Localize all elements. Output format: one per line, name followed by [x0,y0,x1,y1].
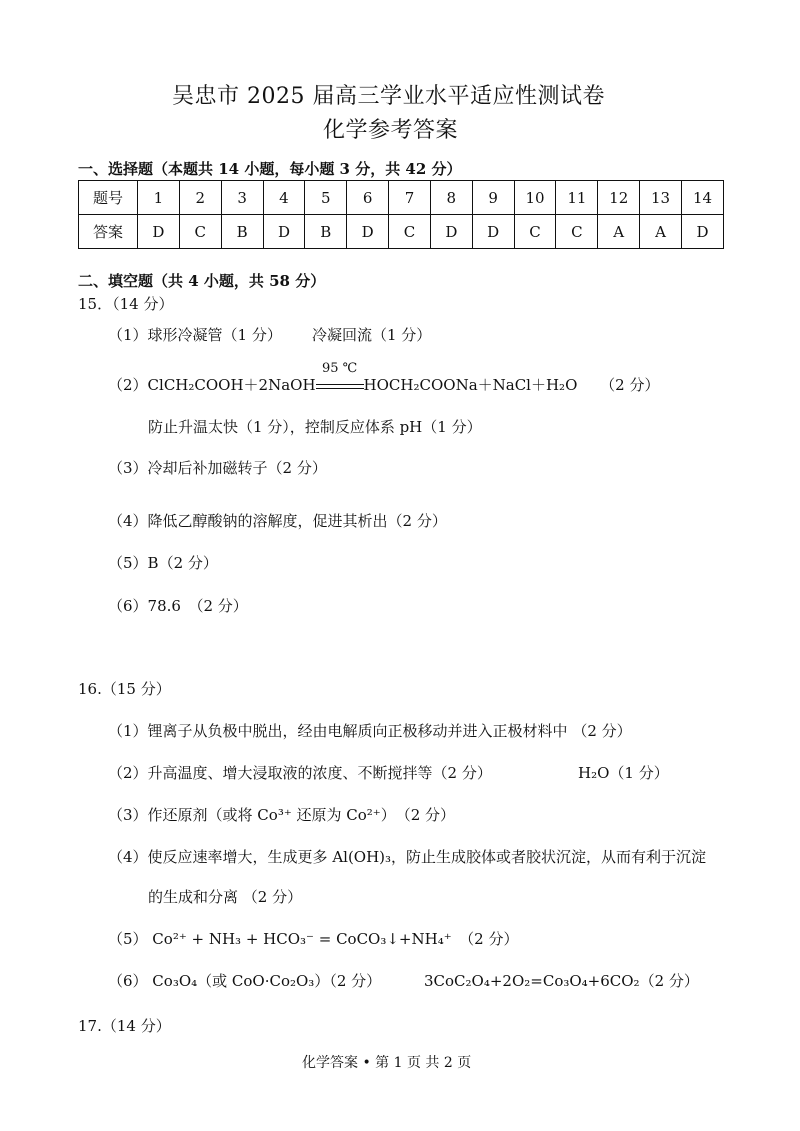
q15-equation-rhs: HOCH₂COONa＋NaCl＋H₂O [363,376,578,394]
question-number: 6 [347,181,389,215]
page-title: 吴忠市 2025 届高三学业水平适应性测试卷 [172,84,605,109]
answer-table [78,180,724,249]
question-number: 8 [430,181,472,215]
row-label-answer: 答案 [79,215,138,249]
answer-cell: D [472,215,514,249]
q16-answer-2: （2）升高温度、增大浸取液的浓度、不断搅拌等（2 分） [108,764,492,782]
answer-cell: D [263,215,305,249]
answer-cell: D [430,215,472,249]
section1-heading: 一、选择题（本题共 14 小题，每小题 3 分，共 42 分） [78,160,462,178]
q15-answer-1b: 冷凝回流（1 分） [312,326,432,344]
question-number: 11 [556,181,598,215]
q15-answer-2 [108,361,660,395]
q16-answer-2b: H₂O（1 分） [578,764,669,782]
answer-cell: C [556,215,598,249]
q16-answer-5: （5） Co²⁺ + NH₃ + HCO₃⁻ = CoCO₃↓+NH₄⁺ （2 分） [108,930,519,948]
q15-answer-2-prefix: （2） [108,376,148,394]
answer-cell: A [598,215,640,249]
question-number: 10 [514,181,556,215]
q15-reaction-arrow [316,361,364,394]
q16-answer-6b: 3CoC₂O₄+2O₂=Co₃O₄+6CO₂（2 分） [424,972,699,990]
question-number: 12 [598,181,640,215]
question-number: 9 [472,181,514,215]
question-number: 13 [640,181,682,215]
question-number: 7 [389,181,431,215]
q15-answer-3: （3）冷却后补加磁转子（2 分） [108,459,327,477]
answer-cell: C [179,215,221,249]
q16-answer-4: （4）使反应速率增大，生成更多 Al(OH)₃，防止生成胶体或者胶状沉淀，从而有利于沉淀 [108,848,707,866]
q16-answer-4b: 的生成和分离 （2 分） [148,888,303,906]
question-number: 1 [138,181,180,215]
answer-cell: A [640,215,682,249]
answer-cell: D [681,215,723,249]
answer-cell: D [347,215,389,249]
row-label-number: 题号 [79,181,138,215]
answer-table-answer-row [79,215,724,249]
question-number: 14 [681,181,723,215]
question-number: 4 [263,181,305,215]
answer-cell: D [138,215,180,249]
q16-answer-6: （6） Co₃O₄（或 CoO·Co₂O₃）（2 分） [108,972,382,990]
q15-answer-2-score: （2 分） [600,376,660,394]
answer-cell: B [221,215,263,249]
answer-cell: C [514,215,556,249]
question-number: 5 [305,181,347,215]
q15-equation-lhs: ClCH₂COOH＋2NaOH [147,376,316,394]
q15-answer-2b: 防止升温太快（1 分），控制反应体系 pH（1 分） [148,418,482,436]
page-footer: 化学答案 • 第 1 页 共 2 页 [302,1055,472,1071]
q16-answer-1: （1）锂离子从负极中脱出，经由电解质向正极移动并进入正极材料中 （2 分） [108,722,632,740]
section2-heading: 二、填空题（共 4 小题，共 58 分） [78,272,326,290]
question-number: 3 [221,181,263,215]
question-number: 2 [179,181,221,215]
q15-answer-1: （1）球形冷凝管（1 分） [108,326,282,344]
answer-cell: B [305,215,347,249]
answer-cell: C [389,215,431,249]
q15-answer-4: （4）降低乙醇酸钠的溶解度，促进其析出（2 分） [108,512,447,530]
page-subtitle: 化学参考答案 [323,118,459,143]
q17-heading: 17.（14 分） [78,1017,171,1035]
q15-answer-5: （5）B（2 分） [108,554,218,572]
q16-heading: 16.（15 分） [78,680,171,698]
answer-table-number-row [79,181,724,215]
q15-answer-6: （6）78.6 （2 分） [108,597,248,615]
double-line-icon [316,384,364,389]
q15-reaction-condition: 95 ℃ [321,361,358,376]
q15-heading: 15．（14 分） [78,295,174,313]
q16-answer-3: （3）作还原剂（或将 Co³⁺ 还原为 Co²⁺） （2 分） [108,806,456,824]
